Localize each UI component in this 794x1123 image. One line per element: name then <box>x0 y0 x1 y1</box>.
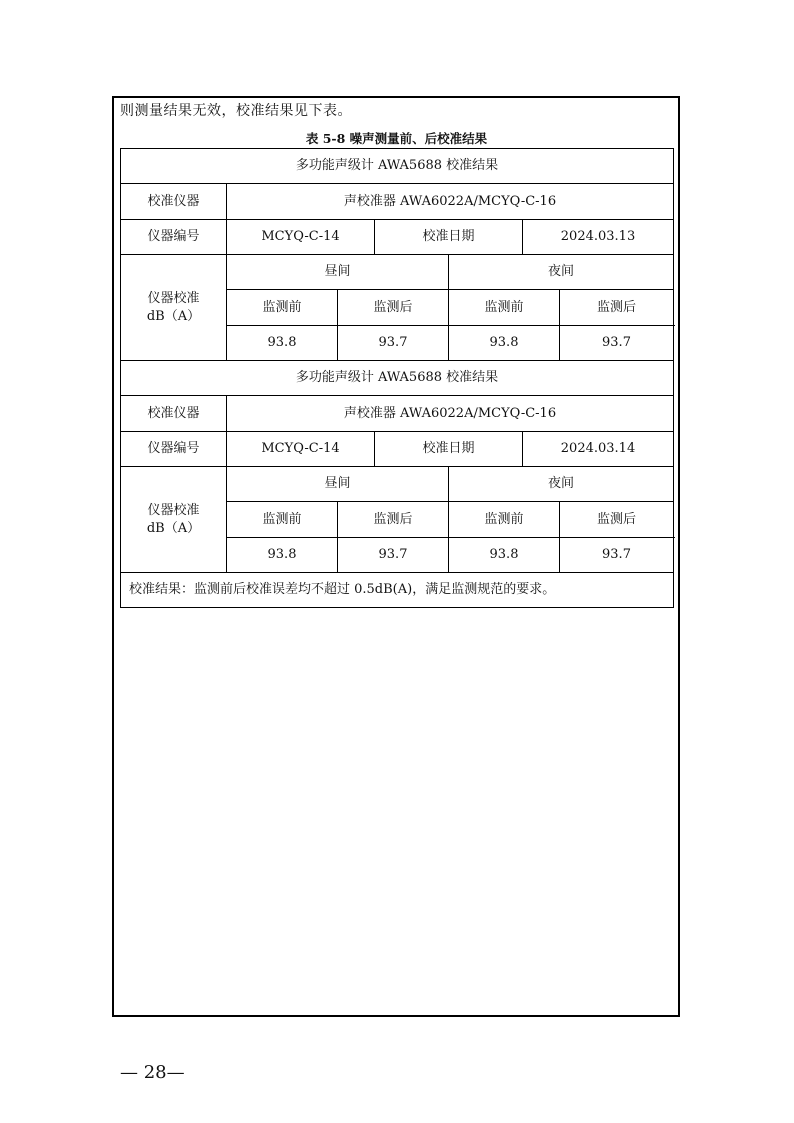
section-1-calib-label-line1: 仪器校准 <box>147 290 200 306</box>
section-1-night-label: 夜间 <box>449 255 674 290</box>
section-2-number-label: 仪器编号 <box>121 432 227 467</box>
section-1-instrument-value: 声校准器 AWA6022A/MCYQ-C-16 <box>227 184 674 220</box>
section-1-night-after-label: 监测后 <box>560 290 674 326</box>
section-1-day-after-label: 监测后 <box>338 290 449 326</box>
section-2-night-label: 夜间 <box>449 467 674 502</box>
section-2-day-before-label: 监测前 <box>227 502 338 538</box>
section-2-calib-label <box>121 467 227 573</box>
section-1-number-label: 仪器编号 <box>121 220 227 255</box>
section-2-calib-label-line1: 仪器校准 <box>147 502 200 518</box>
section-2-number-row <box>121 432 674 467</box>
section-1-calib-label-line2: dB（A） <box>146 308 201 324</box>
section-1-period-row <box>121 255 674 290</box>
section-1-calib-label <box>121 255 227 361</box>
conclusion-row <box>121 573 674 608</box>
section-2-instrument-value: 声校准器 AWA6022A/MCYQ-C-16 <box>227 396 674 432</box>
section-2-day-after-label: 监测后 <box>338 502 449 538</box>
section-2-date-label: 校准日期 <box>375 432 523 467</box>
section-2-period-row <box>121 467 674 502</box>
section-1-number-row <box>121 220 674 255</box>
section-2-night-after-value: 93.7 <box>560 538 674 573</box>
table-caption: 表 5-8 噪声测量前、后校准结果 <box>305 131 488 146</box>
section-2-day-before-value: 93.8 <box>227 538 338 573</box>
section-1-night-before-value: 93.8 <box>449 326 560 361</box>
section-2-title-row <box>121 361 674 396</box>
section-1-day-before-label: 监测前 <box>227 290 338 326</box>
section-1-instrument-row <box>121 184 674 220</box>
section-1-title-row <box>121 149 674 184</box>
section-1-date-label: 校准日期 <box>375 220 523 255</box>
section-1-instrument-label: 校准仪器 <box>121 184 227 220</box>
section-2-instrument-row <box>121 396 674 432</box>
calibration-table <box>120 148 674 608</box>
intro-text: 则测量结果无效，校准结果见下表。 <box>120 103 352 119</box>
section-2-night-before-value: 93.8 <box>449 538 560 573</box>
section-2-date-value: 2024.03.14 <box>523 432 674 467</box>
conclusion-text: 校准结果：监测前后校准误差均不超过 0.5dB(A)，满足监测规范的要求。 <box>121 573 674 608</box>
section-2-number-value: MCYQ-C-14 <box>227 432 375 467</box>
section-2-night-after-label: 监测后 <box>560 502 674 538</box>
section-1-day-after-value: 93.7 <box>338 326 449 361</box>
section-1-day-label: 昼间 <box>227 255 449 290</box>
section-2-title: 多功能声级计 AWA5688 校准结果 <box>121 361 674 396</box>
section-2-day-label: 昼间 <box>227 467 449 502</box>
section-2-day-after-value: 93.7 <box>338 538 449 573</box>
section-1-night-before-label: 监测前 <box>449 290 560 326</box>
section-1-title: 多功能声级计 AWA5688 校准结果 <box>121 149 674 184</box>
section-2-calib-label-line2: dB（A） <box>146 520 201 536</box>
section-2-night-before-label: 监测前 <box>449 502 560 538</box>
page-number: — 28— <box>120 1062 185 1083</box>
section-1-day-before-value: 93.8 <box>227 326 338 361</box>
section-1-number-value: MCYQ-C-14 <box>227 220 375 255</box>
section-1-night-after-value: 93.7 <box>560 326 674 361</box>
section-2-instrument-label: 校准仪器 <box>121 396 227 432</box>
section-1-date-value: 2024.03.13 <box>523 220 674 255</box>
